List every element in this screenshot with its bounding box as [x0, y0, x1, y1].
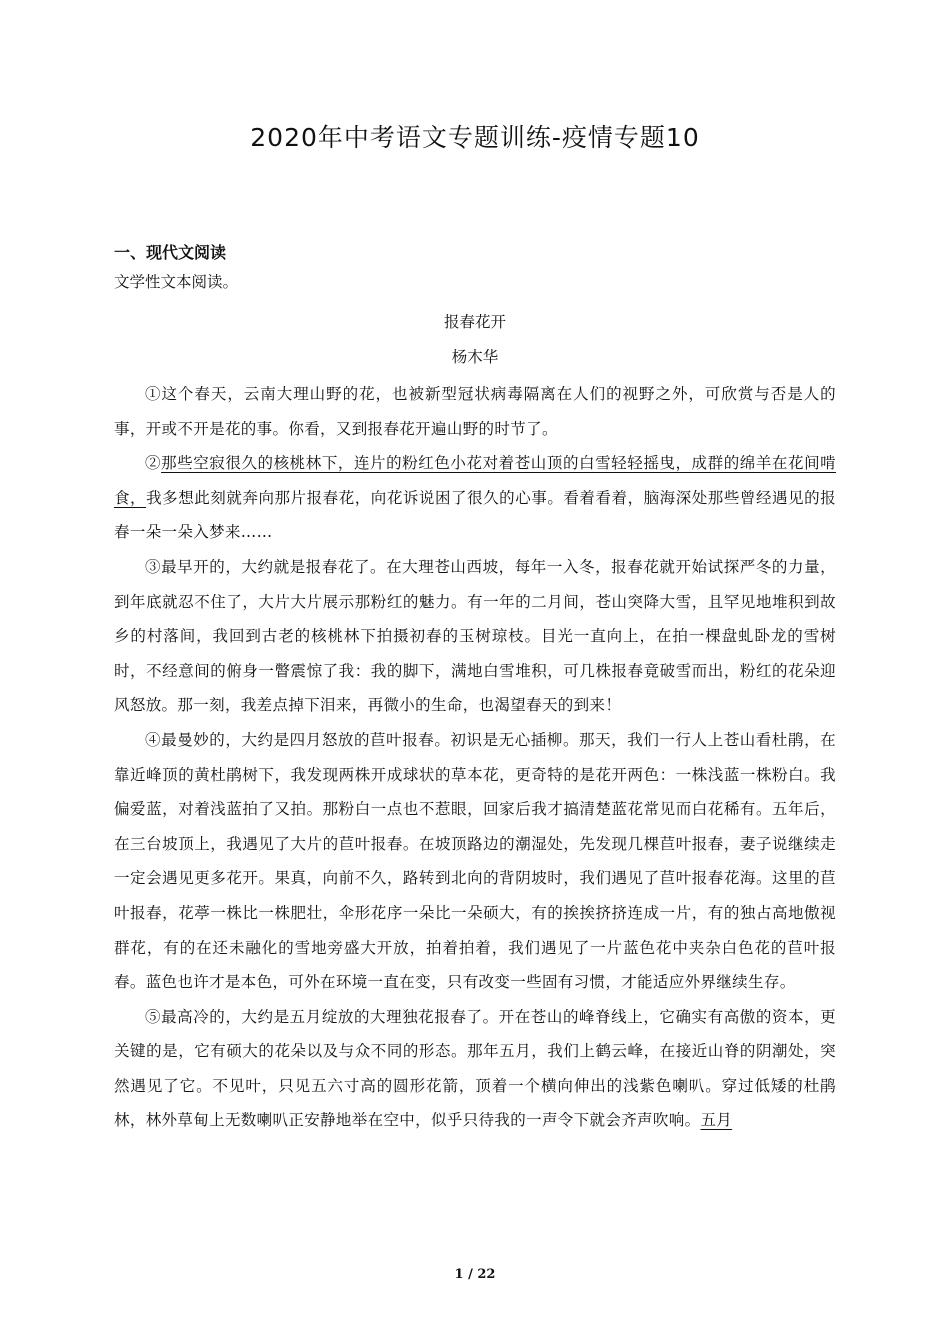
paragraph-2-underlined-text: 那些空寂很久的核桃林下，连片的粉红色小花对着苍山顶的白雪轻轻摇曳，成群的绵羊在花间啃食， — [114, 454, 836, 507]
paragraph-2 — [114, 446, 836, 550]
article-author: 杨木华 — [451, 348, 499, 366]
article-title: 报春花开 — [443, 313, 506, 331]
paragraph-5-underlined-text: 五月 — [700, 1111, 733, 1130]
paragraph-5 — [114, 1000, 836, 1138]
paragraph-2-number: ② — [145, 454, 162, 473]
section-heading: 一、现代文阅读 — [114, 243, 227, 262]
instruction-text: 文学性文本阅读。 — [114, 273, 239, 291]
paragraph-3: ③最早开的，大约就是报春花了。在大理苍山西坡，每年一入冬，报春花就开始试探严冬的力量，到年底就忍不住了，大片大片展示那粉红的魅力。有一年的二月间，苍山突降大雪，且罕见地堆积到故乡的村落间，我回到古老的核桃林下拍摄初春的玉树琼枝。目光一直向上，在拍一棵盘虬卧龙的雪树时，不经意间的俯身一瞥震惊了我：我的脚下，满地白雪堆积，可几株报春竟破雪而出，粉红的花朵迎风怒放。那一刻，我差点掉下泪来，再微小的生命，也渴望春天的到来！ — [114, 557, 836, 715]
paragraph-2-text: 我多想此刻就奔向那片报春花，向花诉说困了很久的心事。看着看着，脑海深处那些曾经遇见的报春一朵一朵入梦来…… — [114, 488, 836, 542]
paragraph-5-text: ⑤最高冷的，大约是五月绽放的大理独花报春了。开在苍山的峰脊线上，它确实有高傲的资本，更关键的是，它有硕大的花朵以及与众不同的形态。那年五月，我们上鹤云峰，在接近山脊的阴潮处，突然遇见了它。不见叶，只见五六寸高的圆形花箭，顶着一个横向伸出的浅紫色喇叭。穿过低矮的杜鹃林，林外草甸上无数喇叭正安静地举在空中，似乎只待我的一声令下就会齐声吹响。 — [114, 1007, 836, 1130]
article-body — [114, 377, 836, 1138]
document-title: 2020年中考语文专题训练-疫情专题10 — [250, 123, 700, 152]
paragraph-1: ①这个春天，云南大理山野的花，也被新型冠状病毒隔离在人们的视野之外，可欣赏与否是人的事，开或不开是花的事。你看，又到报春花开遍山野的时节了。 — [114, 385, 836, 438]
paragraph-4: ④最曼妙的，大约是四月怒放的苣叶报春。初识是无心插柳。那天，我们一行人上苍山看杜鹃，在靠近峰顶的黄杜鹃树下，我发现两株开成球状的草本花，更奇特的是花开两色：一株浅蓝一株粉白。我偏爱蓝，对着浅蓝拍了又拍。那粉白一点也不惹眼，回家后我才搞清楚蓝花常见而白花稀有。五年后，在三台坡顶上，我遇见了大片的苣叶报春。在坡顶路边的潮湿处，先发现几棵苣叶报春，妻子说继续走一定会遇见更多花开。果真，向前不久，路转到北向的背阴坡时，我们遇见了苣叶报春花海。这里的苣叶报春，花葶一株比一株肥壮，伞形花序一朵比一朵硕大，有的挨挨挤挤连成一片，有的独占高地傲视群花，有的在还未融化的雪地旁盛大开放，拍着拍着，我们遇见了一片蓝色花中夹杂白色花的苣叶报春。蓝色也许才是本色，可外在环境一直在变，只有改变一些固有习惯，才能适应外界继续生存。 — [114, 730, 836, 992]
page-indicator: 1 / 22 — [454, 1267, 496, 1282]
